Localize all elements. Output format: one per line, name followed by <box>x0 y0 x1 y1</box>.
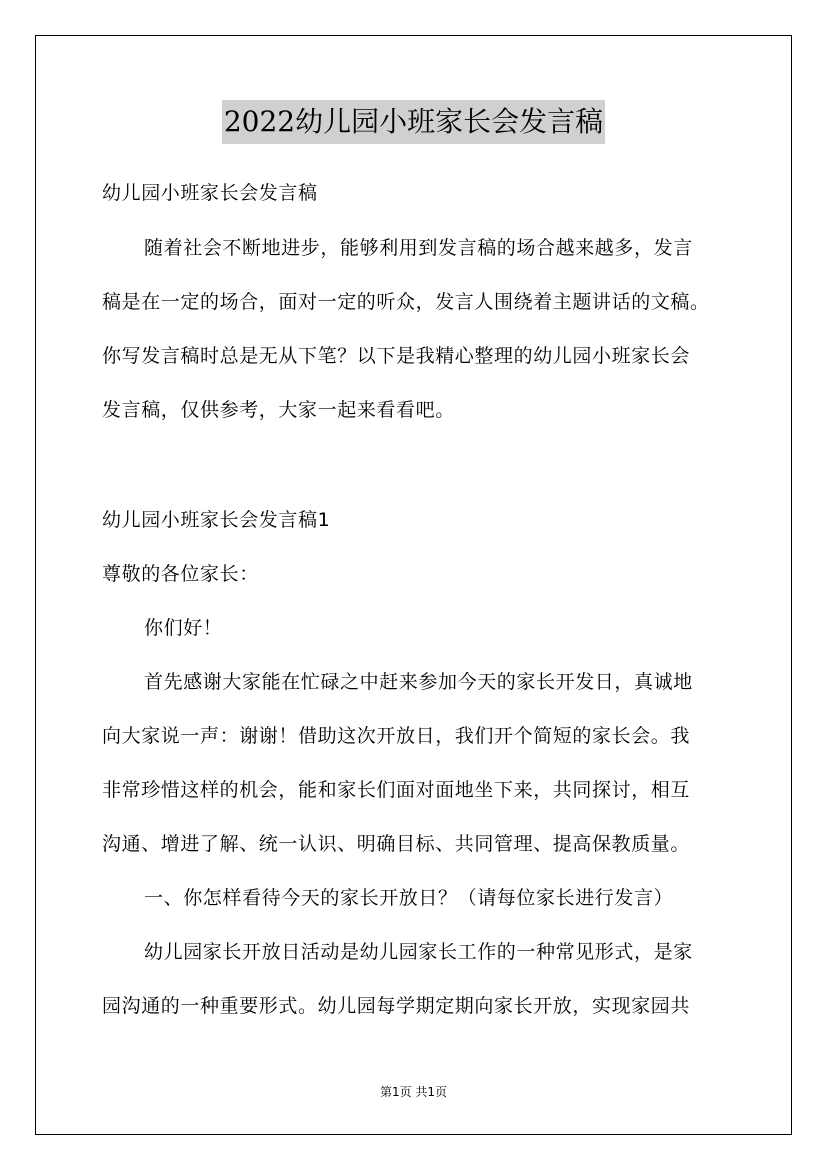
para2-line-1: 幼儿园家长开放日活动是幼儿园家长工作的一种常见形式，是家 <box>144 941 693 963</box>
para1-line-2: 向大家说一声：谢谢！借助这次开放日，我们开个简短的家长会。我 <box>102 725 691 747</box>
section-heading: 幼儿园小班家长会发言稿1 <box>102 509 331 531</box>
para1-line-1: 首先感谢大家能在忙碌之中赶来参加今天的家长开发日，真诚地 <box>144 671 693 693</box>
para1-line-3: 非常珍惜这样的机会，能和家长们面对面地坐下来，共同探讨，相互 <box>102 779 691 801</box>
question-line: 一、你怎样看待今天的家长开放日？（请每位家长进行发言） <box>144 887 674 909</box>
page-footer: 第1页 共1页 <box>379 1085 448 1099</box>
intro-line-1: 随着社会不断地进步，能够利用到发言稿的场合越来越多，发言 <box>144 237 693 259</box>
intro-line-3: 你写发言稿时总是无从下笔？以下是我精心整理的幼儿园小班家长会 <box>102 345 691 367</box>
greeting: 你们好！ <box>144 617 223 639</box>
intro-line-2: 稿是在一定的场合，面对一定的听众，发言人围绕着主题讲话的文稿。 <box>102 291 710 313</box>
para2-line-2: 园沟通的一种重要形式。幼儿园每学期定期向家长开放，实现家园共 <box>102 995 691 1017</box>
document-subtitle: 幼儿园小班家长会发言稿 <box>102 182 318 204</box>
title-container <box>0 100 827 144</box>
para1-line-4: 沟通、增进了解、统一认识、明确目标、共同管理、提高保教质量。 <box>102 833 691 855</box>
salutation: 尊敬的各位家长： <box>102 563 259 585</box>
intro-line-4: 发言稿，仅供参考，大家一起来看看吧。 <box>102 399 455 421</box>
document-title: 2022幼儿园小班家长会发言稿 <box>222 100 605 144</box>
